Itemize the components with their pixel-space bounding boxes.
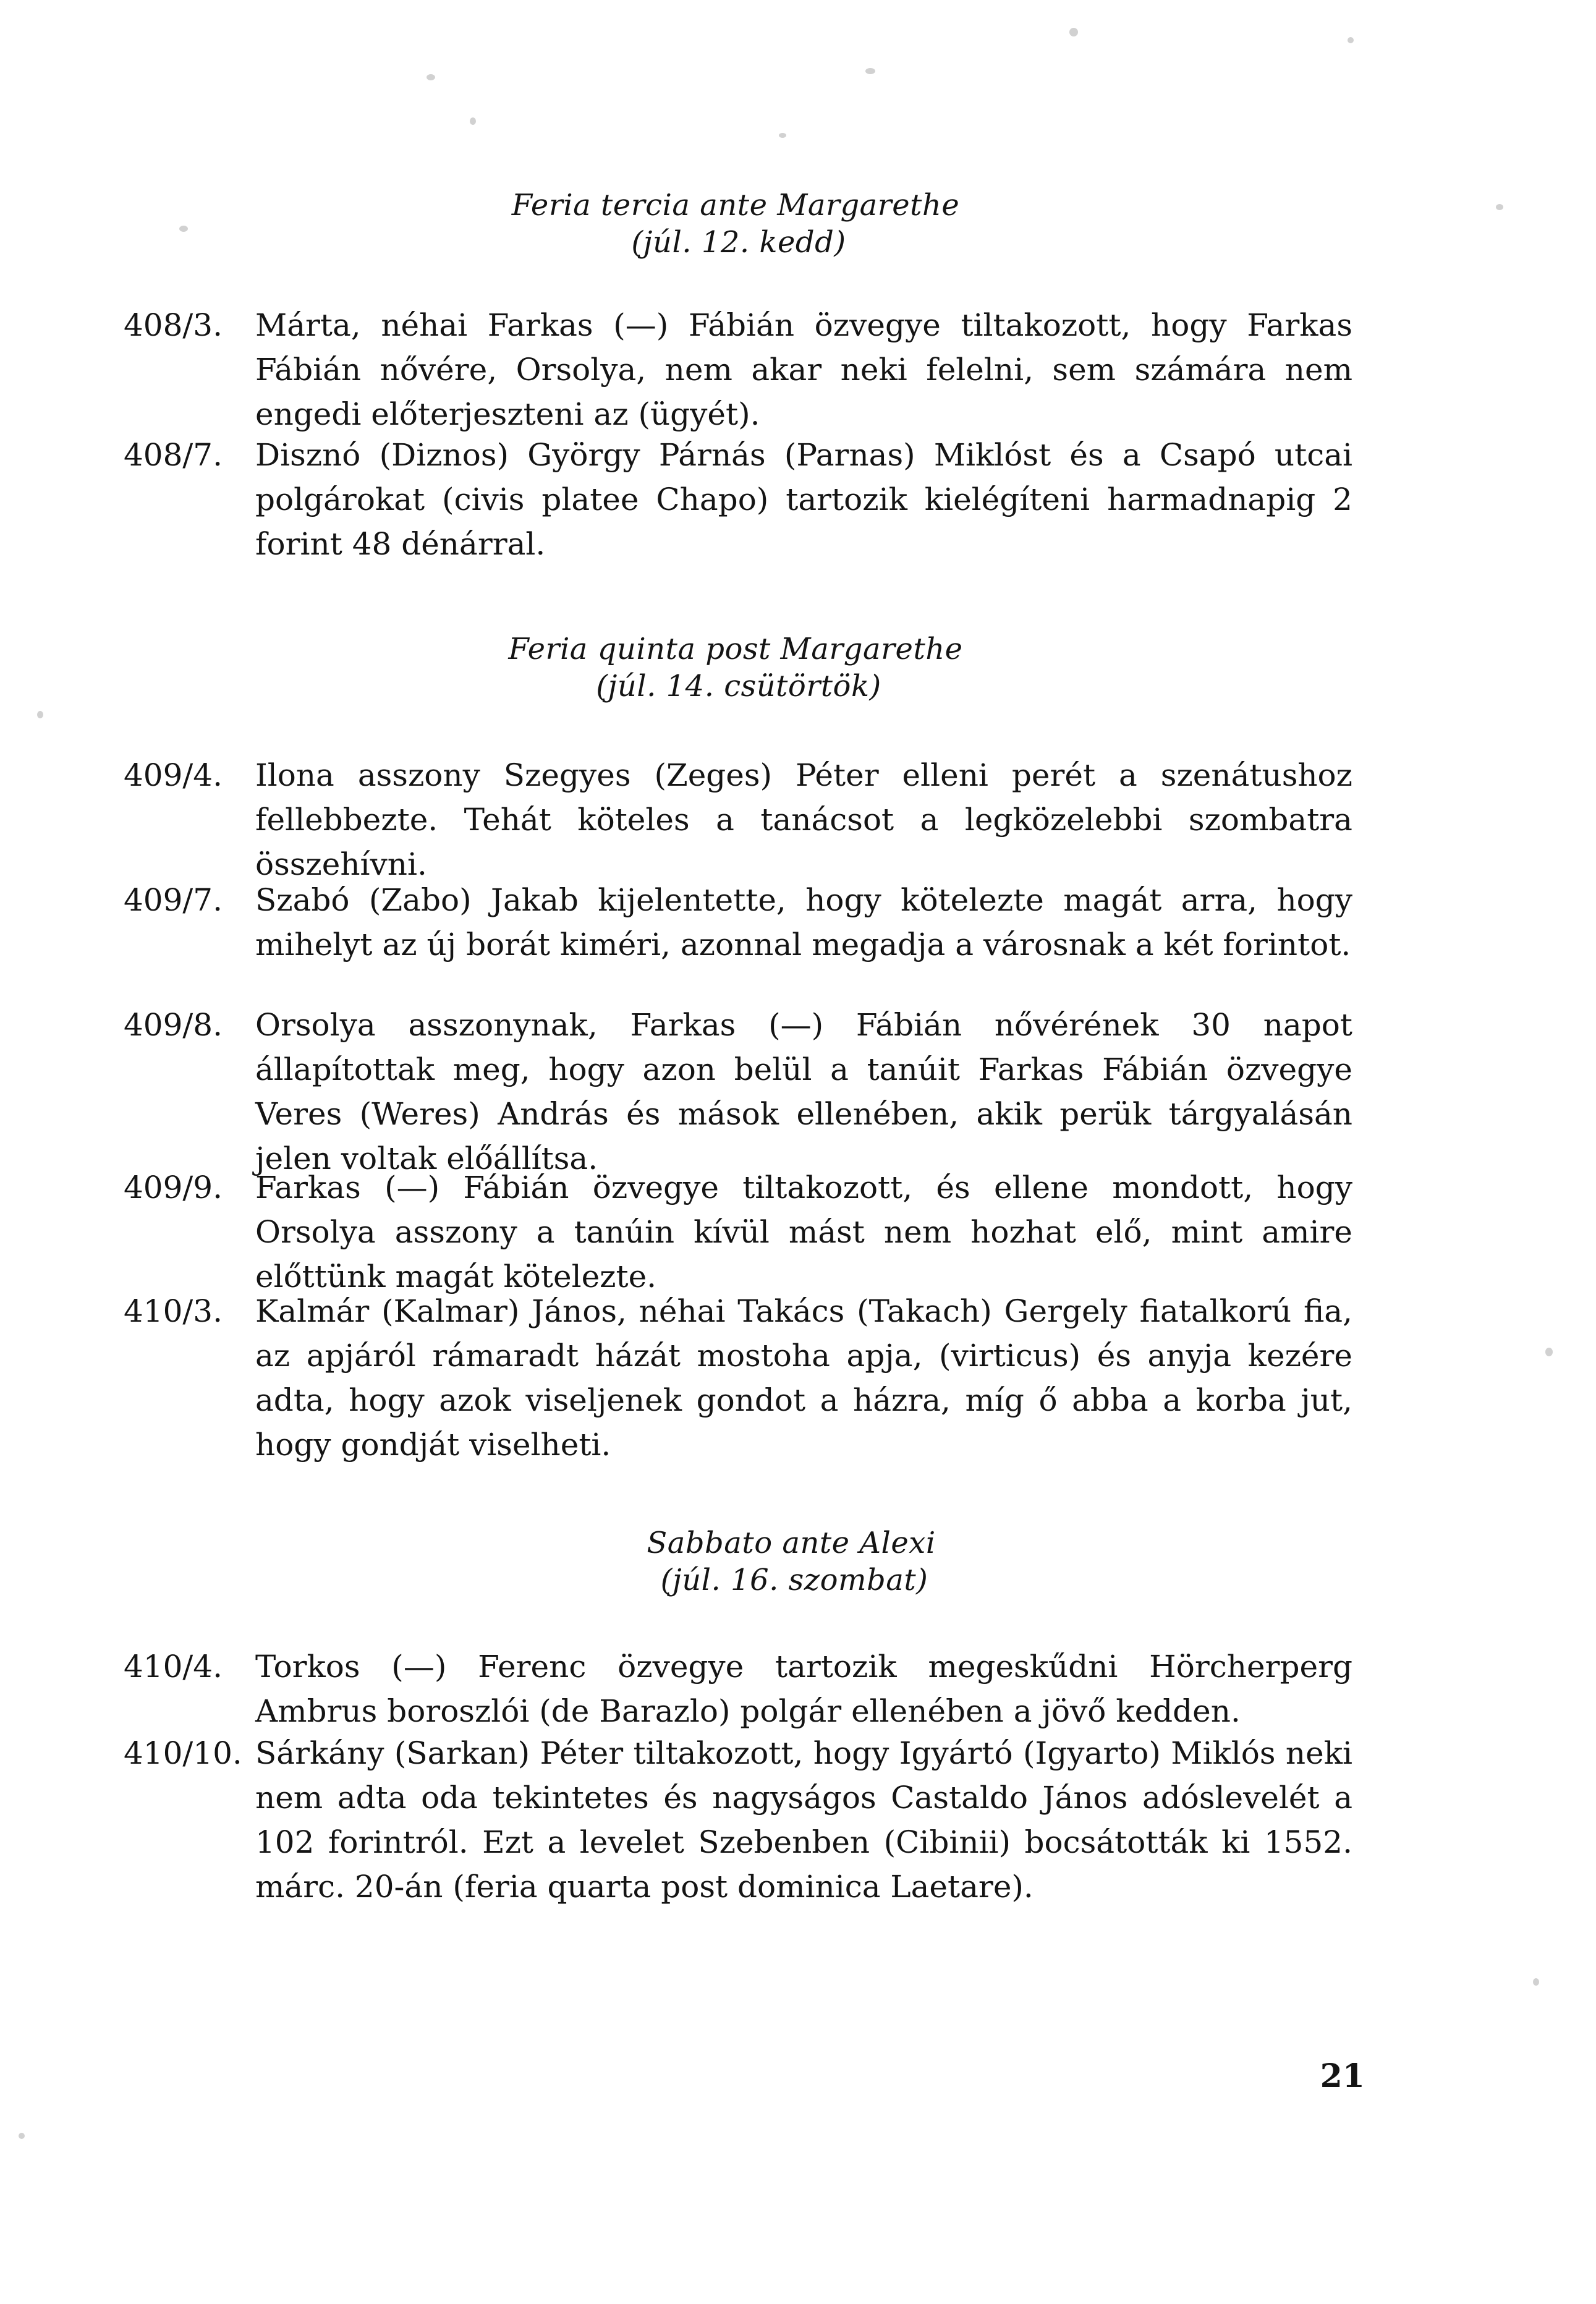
entry	[124, 433, 1360, 569]
scan-speckle	[179, 226, 188, 232]
section-heading-date: (júl. 16. szombat)	[660, 1563, 928, 1597]
entry	[124, 1003, 1360, 1182]
section-heading-title: Sabbato ante Alexi	[647, 1526, 936, 1560]
section-heading-date: (júl. 12. kedd)	[631, 225, 846, 260]
entry-number: 410/3.	[124, 1293, 223, 1329]
entry	[124, 1731, 1360, 1910]
entry-text: Kalmár (Kalmar) János, néhai Takács (Takach) Gergely fiatalkorú fia, az apjáról rámaradt házát mostoha apja, (virticus) és anyja kezére adta, hogy azok viseljenek gondot a házra, míg ő abba a korba jut, hogy gondját viselheti.	[255, 1293, 1352, 1463]
scan-speckle	[19, 2133, 25, 2139]
entry-number: 408/3.	[124, 307, 223, 343]
entry-number: 408/7.	[124, 437, 223, 473]
entry-text: Torkos (—) Ferenc özvegye tartozik megeskűdni Hörcherperg Ambrus boroszlói (de Barazlo) polgár ellenében a jövő kedden.	[255, 1649, 1352, 1729]
entry	[124, 1644, 1360, 1737]
scan-speckle	[1533, 1978, 1539, 1986]
section-heading-title: Feria tercia ante Margarethe	[511, 188, 960, 223]
entry	[124, 878, 1360, 1014]
entry	[124, 1289, 1360, 1468]
entry	[124, 1165, 1360, 1301]
scan-speckle	[37, 711, 43, 718]
section-heading-title: Feria quinta post Margarethe	[508, 632, 963, 666]
scan-speckle	[779, 133, 786, 138]
scan-speckle	[1545, 1348, 1553, 1356]
entry-number: 410/10.	[124, 1735, 242, 1771]
scan-speckle	[1496, 204, 1503, 210]
entry-text: Szabó (Zabo) Jakab kijelentette, hogy kötelezte magát arra, hogy mihelyt az új borát kiméri, azonnal megadja a városnak a két forintot.	[255, 882, 1352, 963]
entry-text: Orsolya asszonynak, Farkas (—) Fábián nővérének 30 napot állapítottak meg, hogy azon belül a tanúit Farkas Fábián özvegye Veres (Weres) András és mások ellenében, akik perük tárgyalásán jelen voltak előállítsa.	[255, 1007, 1352, 1176]
entry-number: 409/7.	[124, 882, 223, 918]
entry	[124, 303, 1360, 439]
entry-text: Farkas (—) Fábián özvegye tiltakozott, és ellene mondott, hogy Orsolya asszony a tanúin kívül mást nem hozhat elő, mint amire előttünk magát kötelezte.	[255, 1170, 1352, 1294]
scan-speckle	[1069, 28, 1078, 36]
section-heading	[569, 1524, 1014, 1599]
entry-number: 410/4.	[124, 1649, 223, 1685]
entry-number: 409/8.	[124, 1007, 223, 1043]
page-number: 21	[1320, 2057, 1365, 2095]
entry-text: Ilona asszony Szegyes (Zeges) Péter elleni perét a szenátushoz fellebbezte. Tehát köteles a tanácsot a legközelebbi szombatra összehívni.	[255, 757, 1352, 882]
entry-text: Márta, néhai Farkas (—) Fábián özvegye tiltakozott, hogy Farkas Fábián nővére, Orsolya, nem akar neki felelni, sem számára nem engedi előterjeszteni az (ügyét).	[255, 307, 1352, 432]
scan-speckle	[1348, 37, 1354, 43]
scan-speckle	[470, 117, 476, 125]
scan-speckle	[427, 74, 435, 80]
entry	[124, 753, 1360, 889]
section-heading-date: (júl. 14. csütörtök)	[596, 669, 881, 704]
section-heading	[482, 631, 989, 705]
entry-text: Disznó (Diznos) György Párnás (Parnas) Miklóst és a Csapó utcai polgárokat (civis platee Chapo) tartozik kielégíteni harmadnapig 2 forint 48 dénárral.	[255, 437, 1352, 562]
section-heading	[482, 187, 989, 261]
entry-number: 409/9.	[124, 1170, 223, 1205]
scan-speckle	[865, 68, 875, 74]
entry-text: Sárkány (Sarkan) Péter tiltakozott, hogy Igyártó (Igyarto) Miklós neki nem adta oda tekintetes és nagyságos Castaldo János adóslevelét a 102 forintról. Ezt a levelet Szebenben (Cibinii) bocsátották ki 1552. márc. 20-án (feria quarta post dominica Laetare).	[255, 1735, 1352, 1905]
entry-number: 409/4.	[124, 757, 223, 793]
